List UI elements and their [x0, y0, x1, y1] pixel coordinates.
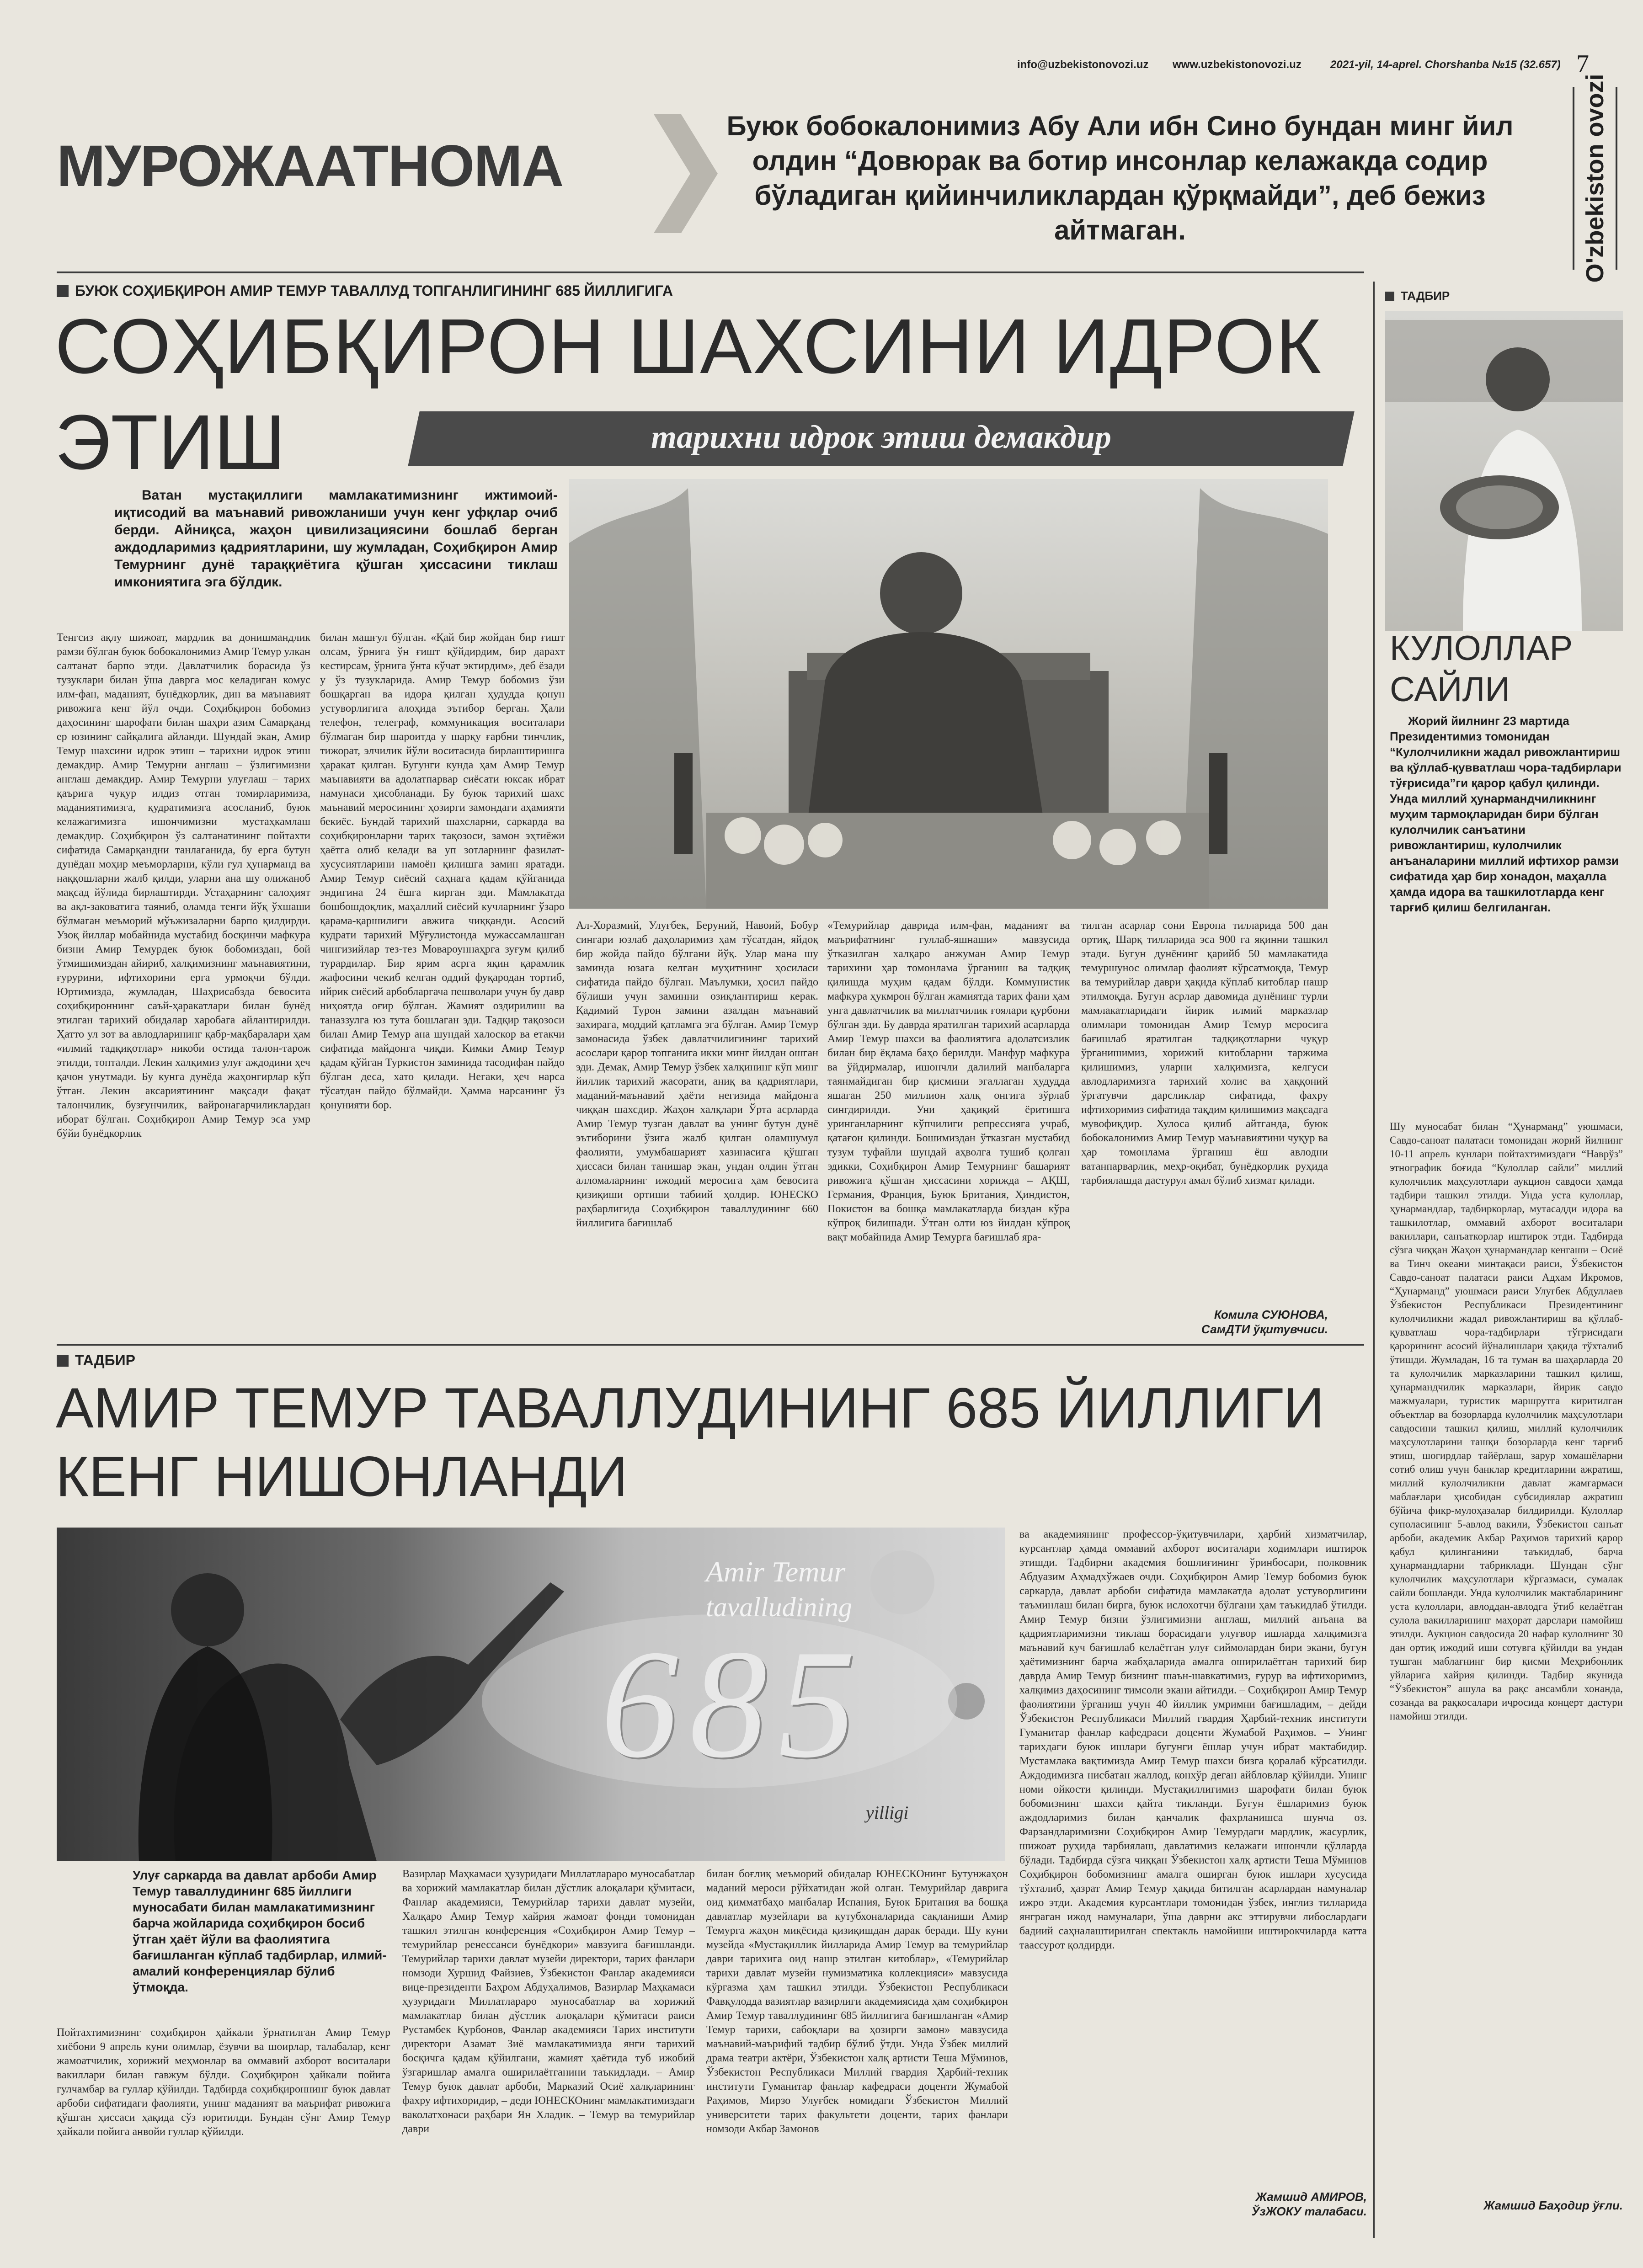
masthead-text: O'zbekiston ovozi [1581, 74, 1609, 283]
poster-text-line2: tavalludining [706, 1592, 852, 1622]
poster-text-line1: Amir Temur [706, 1555, 846, 1588]
potter-photo [1385, 311, 1623, 631]
masthead-logo [1573, 74, 1617, 283]
article1-col3: Ал-Хоразмий, Улуғбек, Беруний, Навоий, Бобур сингари юзлаб даҳоларимиз ҳам тўсатдан, яйдоқ бир жойда пайдо бўлгани йўқ. Улар мана шу заминда юзага келган муҳитнинг ҳосиласи сифатида пайдо бўлган. Маълумки, ҳосил пайдо бўлиши учун заминни озиқлантириш керак. Қадимий Турон замини азалдан маънавий захирага, моддий қатламга эга бўлган. Амир Темур замонасида ўзбек давлатчилигининг тарихий асослари қарор топганига икки минг йилдан ошган эди. Демак, Амир Темур ўзбек халқининг кўп минг йиллик тарихий жасорати, аниқ ва қадриятлари, маданий-маънавий ҳаёти негизида майдонга чиққан шахсдир. Жаҳон халқлари Ўрта асрларда Амир Темур тузган давлат ва унинг бутун дунё эътиборини ўзига жалб қилган оламшумул фаолияти, умумбашарият хазинасига қўшган ҳиссаси билан танишар экан, ундан олдин ўтган алломаларнинг ижодий меросига ҳам бевосита қизиқиши ортиши табиий ҳолдир. ЮНЕСКО раҳбарлигида Соҳибқирон таваллудининг 660 йиллигига бағишлаб [576, 920, 818, 1229]
poster-text-line3: yilligi [866, 1802, 909, 1823]
article2-signature: Жамшид АМИРОВ, ЎзЖОКУ талабаси. [1251, 2190, 1367, 2218]
article1-subtitle: тарихни идрок этиш демакдир [651, 419, 1111, 455]
header-email[interactable]: info@uzbekistonovozi.uz [1017, 59, 1149, 71]
article1-title-line2: ЭТИШ [55, 399, 286, 486]
sidebar-signature: Жамшид Баҳодир ўғли. [1483, 2199, 1623, 2212]
header-site[interactable]: www.uzbekistonovozi.uz [1173, 59, 1302, 71]
article1-col4: «Темурийлар даврида илм-фан, маданият ва маърифатнинг гуллаб-яшнаши» мавзусида ўтказилган халқаро анжуман Амир Темур тарихини ҳар томонлама ўрганиш ва тадқиқ қилишда муҳим қадам бўлди. Коммунистик мафкура ҳукмрон бўлган жамиятда тарих фани ҳам унга давлатчилик ва миллатчилик ғоялари қурбони бўлган эди. Бу даврда яратилган тарихий асарларда Амир Темур шахси ва фаолиятига адолатсизлик билан бир ёқлама баҳо берилди. Манфур мафкура ва ўйдирмалар, ишончли далилий манбаларга таянмайдиган бир қисмини эгаллаган ҳудудда яшаган 250 миллион халқ онгига зўрлаб сингдирилди. Уни ҳақиқий ёритишга уринганларнинг кўпчилиги репрессияга учраб, қатағон қилинди. Бошимиздан ўтказган мустабид тузум туфайли шундай аҳволга тушиб қолган эдикки, Соҳибқирон Амир Темурнинг башарият ривожига қўшган ҳиссасини хорижда – АҚШ, Германия, Франция, Буюк Британия, Ҳиндистон, Покистон ва бошқа мамлакатларда биздан кўра кўпроқ билишади. Ўтган олти юз йилдан кўпроқ вақт мобайнида Амир Темурга бағишлаб яра- [827, 920, 1070, 1243]
appeal-quote: Буюк бобокалонимиз Абу Али ибн Сино бундан минг йил олдин “Довюрак ва ботир инсонлар келажакда содир бўладиган қийинчиликлардан қўрқмайди”, деб бежиз айтмаган. [726, 111, 1514, 245]
statue-photo [569, 479, 1328, 909]
page-number: 7 [1576, 50, 1589, 78]
potter-illustration [1385, 311, 1623, 631]
article1-rubric [57, 282, 673, 299]
article2-caption: Улуғ саркарда ва давлат арбоби Амир Темур таваллудининг 685 йиллиги муносабати билан мамлакатимизнинг барча жойларида соҳибқирон босиб ўтган ҳаёт йўли ва фаолиятига бағишланган кўплаб тадбирлар, илмий-амалий конференциялар бўлиб ўтмоқда. [133, 1868, 387, 1994]
article1-lead: Ватан мустақиллиги мамлакатимизнинг ижтимоий-иқтисодий ва маънавий ривожланиши учун кенг уфқлар очиб берди. Айниқса, жаҳон цивилизациясини бошлаб берган аждодларимиз қадриятларини, шу жумладан, Соҳибқирон Амир Темурнинг дунё тараққиётига қўшган ҳиссасини тиклаш имкониятига эга бўлдик. [114, 488, 558, 590]
article1-title-line1: СОҲИБҚИРОН ШАХСИНИ ИДРОК [55, 303, 1322, 390]
rubric-square-icon [57, 285, 69, 297]
article2-col4: ва академиянинг профессор-ўқитувчилари, ҳарбий хизматчилар, курсантлар ҳамда оммавий ахборот воситалари ходимлари иштирок этишди. Тадбирни академия бошлиғининг ўринбосари, полковник Абдуазим Аҳмадхўжаев очди. Соҳибқирон Амир Темур бобомиз буюк саркарда, давлат арбоби сифатида мамлакатда адолат устуворлигини таъминлаш билан бирга, буюк ислохотчи бўлгани ҳам таъкидлаб ўтилди. Амир Темур бизни ўзлигимизни англаш, миллий анъана ва қадриятларимизни тиклаш борасидаги улуғвор ишларда халқимизга маънавий куч бағишлаб келаётган улуғ сиймолардан бири экани, бугун ҳаётимизнинг барча жабҳаларида амалга оширилаётган тарихий бир даврда Амир Темур бизнинг шаън-шавкатимиз, ғурур ва ифтихоримиз, халқимиз даҳосининг тимсоли экани айтилди. – Соҳибқирон Амир Темур фаолиятини ўрганиш учун 40 йиллик умримни бағишладим, – дейди Ўзбекистон Республикаси Миллий гвардия Ҳарбий-техник институти Гуманитар фанлар кафедраси доценти Жумабой Раҳимов. – Унинг тарихдаги буюк ишлари бугунги ёшлар учун ибрат мактабидир. Мустамлака вақтимизда Амир Темур шахси бизга қоралаб кўрсатилди. Аждодимизга нисбатан жаллод, конхўр деган айбловлар қўйилди. Унинг номи ойкости қилинди. Мустақиллигимиз шарофати билан буюк бобомизнинг шахси қайта тикланди. Бугун ёшларимиз буюк аждодларимиз билан қанчалик фахрланишса шунча оз. Фарзандларимизни Соҳибқирон Амир Темурдаги мардлик, жасурлик, шижоат руҳида тарбиялаш, давлатимиз келажаги ишончли қўлларда бўлади. Тадбирда сўзга чиққан Ўзбекистон халқ артисти Теша Мўминов Соҳибқирон бобомизнинг амалга оширган буюк ишлари хусусида тўхталиб, ҳазрат Амир Темур ҳақида битилган асарлардан намуналар ижро этди. Академия курсантлари томонидан ўзбек, инглиз тилларида янграган ижод намуналари, ўша даврни акс эттирувчи либослардаги бадиий саҳналаштирилган спектакль намойиши иштирокчиларда катта таассурот қолдирди. [1019, 1528, 1367, 1951]
article2-col3: билан боғлиқ меъморий обидалар ЮНЕСКОнинг Бутунжаҳон маданий мероси рўйхатидан жой олган. Темурийлар даврига оид қимматбаҳо манбалар Испания, Буюк Британия ва бошқа давлатлар музейлари ва кутубхоналарида сақланиши Амир Темурга жаҳон миқёсида қизиқишдан дарак беради. Шу куни музейда «Мустақиллик йилларида Амир Темур ва темурийлар даври тарихига оид нашр этилган китоблар», «Темурийлар тарихи давлат музейи нумизматика коллекцияси» мавзусида кўргазма ҳам ташкил этилди. Ўзбекистон Республикаси Фавқулодда вазиятлар вазирлиги академиясида ҳам соҳибқирон Амир Темур таваллудининг 685 йиллигига бағишланган «Амир Темур тарихи, сабоқлари ва ҳозирги замон» мавзусида маънавий-маърифий тадбир бўлиб ўтди. Унда Ўзбек миллий драма театри актёри, Ўзбекистон халқ артисти Теша Мўминов, Ўзбекистон Республикаси Миллий гвардия Ҳарбий-техник институти Гуманитар фанлар кафедраси доценти Жумабой Раҳимов, Мирзо Улуғбек номидаги Ўзбекистон Миллий университети тарих факультети доценти, тарих фанлари номзоди Акбар Замонов [706, 1868, 1008, 2135]
rubric-square-icon [57, 1355, 69, 1367]
sidebar-rubric-text: ТАДБИР [1401, 289, 1450, 303]
poster-number: 685 [601, 1618, 867, 1790]
appeal-title: МУРОЖААТНОМА [57, 133, 563, 199]
statue-illustration [569, 479, 1328, 909]
article1-signature: Комила СУЮНОВА, СамДТИ ўқитувчиси. [1201, 1308, 1328, 1336]
article1-rubric-text: БУЮК СОҲИБҚИРОН АМИР ТЕМУР ТАВАЛЛУД ТОПГАНЛИГИНИНГ 685 ЙИЛЛИГИГА [75, 282, 673, 299]
article2-rubric-text: ТАДБИР [75, 1352, 135, 1368]
article2-col2: Вазирлар Маҳкамаси ҳузуридаги Миллатлараро муносабатлар ва хорижий мамлакатлар билан дўстлик алоқалари қўмитаси, Фанлар академияси, Темурийлар тарихи давлат музейи, Халқаро Амир Темур хайрия жамоат фонди томонидан ташкил этилган конференция «Соҳибқирон Амир Темур – темурийлар ренессанси бунёдкори» мавзуига бағишланди. Темурийлар тарихи давлат музейи директори, тарих фанлари номзоди Хуршид Файзиев, Ўзбекистон Фанлар академияси вице-президенти Баҳром Абдуҳалимов, Вазирлар Маҳкамаси ҳузуридаги Миллатлараро муносабатлар ва хорижий мамлакатлар билан дўстлик алоқалари қўмитаси раиси Рустамбек Қурбонов, Фанлар академияси Тарих институти директори Азамат Зиё мамлакатимизда янги тарихий босқичга қадам қўйилгани, жамият ҳаётида туб ижобий ўзгаришлар амалга оширилаётганини таъкидлади. – Амир Темур буюк давлат арбоби, Марказий Осиё халқларининг фахру ифтихоридир, – деди ЮНЕСКОнинг мамлакатимиздаги ваколатхонаси раҳбари Ян Хладик. – Темур ва темурийлар даври [402, 1868, 695, 2135]
sidebar-title-line1: КУЛОЛЛАР [1390, 629, 1573, 668]
rubric-square-icon [1385, 292, 1394, 301]
appeal-chevron-icon [654, 114, 718, 233]
anniversary-poster [57, 1528, 1005, 1861]
sidebar-divider [1373, 282, 1375, 2238]
sidebar-lead: Жорий йилнинг 23 мартида Президентимиз томонидан “Кулолчиликни жадал ривожлантириш ва қўллаб-қувватлаш чора-тадбирлари тўғрисида”ги қарор қабул қилинди. Унда миллий ҳунармандчиликнинг муҳим тармоқларидан бири бўлган кулолчилик санъатини ривожлантириш, кулолчилик анъаналарини миллий ифтихор рамзи сифатида ҳар бир хонадон, маҳалла ҳамда идора ва ташкилотларда кенг тарғиб қилиш белгиланган. [1390, 714, 1622, 914]
article2-rubric [57, 1352, 135, 1369]
sidebar-body: Шу муносабат билан “Ҳунарманд” уюшмаси, Савдо-санoат палатаси томонидан жорий йилнинг 10-11 апрель кунлари пойтахтимиздаги “Наврўз” этнографик боғида “Кулоллар сайли” миллий кулолчилик маҳсулотлари аукцион савдоси ҳамда тадбири ташкил этилди. Унда уста кулоллар, ҳунармандлар, тадбиркорлар, мутасадди идора ва ташкилотлар, оммавий ахборот воситалари вакиллари, санъаткорлар иштирок этди. Тадбирда сўзга чиққан Жаҳон ҳунармандлар кенгаши – Осиё ва Тинч океани минтақаси раиси, Ўзбекистон Савдо-санoат палатаси раиси Адхам Икромов, “Ҳунарманд” уюшмаси раиси Улуғбек Абдуллаев Ўзбекистон Республикаси Президентининг кулолчиликни жадал ривожлантириш ва қўллаб-қувватлаш чора-тадбирлари тўғрисидаги қарорининг асосий йўналишлари ҳақида тўхталиб ўтишди. Жумладан, 16 та туман ва шаҳарларда 20 та кулолчилик марказларини ташкил қилиш, ҳунармандчилик марказлари, йирик савдо мажмуалари, туристик маршрутга киритилган объектлар ва бозорларда кулолчилик маҳсулотлари савдосини ташкил қилиш, миллий кулолчилик маҳсулотларини ташқи бозорларда кенг тарғиб этиш, шогирдлар тайёрлаш, зарур хомашёларни сотиб олиш учун банклар кредитларини ажратиш, миллий кулолчиликни давлат жамғармаси маблағлари ҳисобидан субсидиялар ажратиш бўйича фикр-мулоҳазалар билдирилди. Кулоллар суполасининг 5-авлод вакили, Ўзбекистон санъат арбоби, академик Акбар Раҳимов тарихий қарор қабул қилинганини таъкидлаб, барча ҳунармандларни табриклади. Шундан сўнг кулолчилик маҳсулотлари кўргазмаси, сумалак сайли бошланди. Унда кулолчилик мактабларининг уста кулоллари, авлоддан-авлодга ўтиб келаётган сулола вакилларининг маҳорат дарслари намойиш этилди. Аукцион савдосида 20 нафар кулолнинг 30 дан ортиқ ижодий иши сотувга қўйилди ва ундан тушган маблағнинг бир қисми Меҳрибонлик уйларига хайрия қилинди. Тадбир якунида “Ўзбекистон” ашула ва рақс ансамбли хонанда, созанда ва рақкосалари иҷросида концерт дастури намойиш этилди. [1390, 1121, 1623, 1722]
article2-top-rule [57, 1344, 1364, 1346]
sidebar-rubric [1385, 289, 1450, 303]
article2-title-line1: АМИР ТЕМУР ТАВАЛЛУДИНИНГ 685 ЙИЛЛИГИ [56, 1377, 1324, 1440]
article2-title-line2: КЕНГ НИШОНЛАНДИ [56, 1445, 628, 1508]
article1-col5: тилган асарлар сони Европа тилларида 500 дан ортиқ, Шарқ тилларида эса 900 га яқинни ташкил этади. Бугун дунёнинг қарийб 50 мамлакатида темуршунос олимлар фаолият кўрсатмоқда, Темур ва темурийлар даври ҳақида кўплаб китоблар нашр этилмоқда. Бугун асрлар давомида дунёнинг турли мамлакатларидаги йирик илмий марказлар олимлари томонидан Амир Темур меросига бағишлаб яратилган тадқиқотларни чуқур ўрганишимиз, хорижий китобларни таржима қилишимиз, уларни халқимизга, келгуси авлодларимизга тарихий холис ва ҳаққоний ўргатувчи дарсликлар сифатида, фахру ифтихоримиз сифатида тақдим қилишимиз мақсадга мувофиқдир. Хулоса қилиб айтганда, буюк бобокалонимиз Амир Темур маънавиятини чуқур ва ҳар томонлама ўрганиш ёш авлодни ватанпарварлик, меҳр-оқибат, бунёдкорлик руҳида тарбиялашда дастурул амал бўлиб хизмат қилади. [1081, 920, 1328, 1187]
header-date-issue: 2021-yil, 14-aprel. Chorshanba №15 (32.657) [1330, 59, 1561, 71]
article1-top-rule [57, 272, 1364, 273]
article1-col1: Тенгсиз ақлу шижоат, мардлик ва донишмандлик рамзи бўлган буюк бобокалонимиз Амир Темур улкан салтанат барпо этди. Давлатчилик борасида ўз тузуклари билан ўша даврга мос келадиган комус илм-фан, маданият, бунёдкорлик, дин ва маънавият ривожига кенг йўл очди. Соҳибқирон бобомиз даҳосининг шарофати билан шаҳри азим Самарқанд ер юзининг сайқалига айланди. Шундай экан, Амир Темур шахсини идрок этиш – тарихни идрок этиш демакдир. Амир Темурни англаш – ўзлигимизни англаш демакдир. Амир Темурни улуғлаш – тарих қаърига чуқур илдиз отган томирларимиза, маданиятимизга, қудратимизга асосланиб, буюк келажагимизга ишончимизни мустаҳкамлаш демакдир. Соҳибқирон ўз салтанатининг пойтахти сифатида Самарқандни танлаганида, бу ерга бутун дунёдан моҳир меъморларни, кўли гул ҳунарманд ва наққошларни жалб қилди, уларни ана шу олижаноб мақсад йўлида бирлаштирди. Устаҳарнинг салоҳият ва ақл-заковатига таяниб, оламда тенги йўқ ўхшаши бўлмаган меъморий мўъжизаларни барпо қилдирди. Узоқ йиллар мобайнида мустабид босқинчи мафкура бизни Амир Темурдек буюк бобомиздан, бой ўтмишимиздан айириб, халқимизнинг маънавиятини, ғурурини, ифтихорини ерга урмоқчи бўлди. Юртимизда, жумладан, Шаҳрисабзда бевосита соҳибқироннинг саъй-ҳаракатлари билан бунёд этилган тарихий обидалар харобага айлантирилди. Ҳатто ул зот ва авлодларининг қабр-мақбаралари ҳам «илмий тадқиқотлар» никоби остида талон-тарож этилди, топталди. Лекин халқимиз улуғ аждодини ҳеч қачон унутмади. Бу кунга дунёда жаҳонгирлар кўп ўтган. Лекин аксариятининг мақсади фақат талончилик, бузғунчилик, вайронагарчиликлардан иборат бўлган. Соҳибқирон Амир Темур эса умр бўйи бунёдкорлик [57, 632, 310, 1139]
article2-col1: Пойтахтимизнинг соҳибқирон ҳайкали ўрнатилган Амир Темур хиёбони 9 апрель куни олимлар, ёзувчи ва шоирлар, талабалар, кенг жамоатчилик, хорижий меҳмонлар ва оммавий ахборот воситалари вакиллари билан гавжум бўлди. Соҳибқирон ҳайкали пойига гулчамбар ва гуллар қўйилди. Тадбирда соҳибқироннинг буюк давлат арбоби сифатидаги фаолияти, унинг маданият ва маърифат ривожига қўшган ҳиссаси ҳақида сўз юритилди. Бундан сўнг Амир Темур ҳайкали пойига анвойи гуллар қўйилди. [57, 2027, 390, 2138]
sidebar-title-line2: САЙЛИ [1390, 670, 1510, 709]
article1-col2: билан машғул бўлган. «Қай бир жойдан бир ғишт олсам, ўрнига ўн ғишт қўйдирдим, бир дарахт кестирсам, ўрнига ўнта кўчат эктирдим», деб ёзади у ўз тузукларида. Амир Темур бобомиз ўзи бошқарган ва идора қилган ҳудудда қонун устуворлигига алоҳида эътибор берган. Ҳали телефон, телеграф, коммуникация воситалари бўлмаган бир шароитда у шарқу ғарбни тинчлик, тижорат, элчилик йўли воситасида бирлаштиришга ҳаракат қилган. Бугунги кунда ҳам Амир Темур маънавияти ва адолатпарвар сиёсати юксак ибрат намунаси ҳисобланади. Бу буюк тарихий шахс маънавий меросининг ҳозирги замондаги аҳамияти бекиёс. Бундай тарихий шахсларни, саркарда ва соҳибқиронларни тарих тақозоси, замон эҳтиёжи ҳаётга олиб келади ва уп зотларнинг фазилат-хусусиятларини намоён қилишга замин яратади. Амир Темур сиёсий саҳнага қадам қўйганида эндигина 24 ёшга кирган эди. Мамлакатда бошбошдоқлик, маҳаллий сиёсий кучларнинг ўзаро қарама-қаршилиги авжига чиққанди. Асосий кудрати тарихий Мўғулистонда мужассамлашган чингизийлар тез-тез Мовароуннаҳрга зуғум қилиб турардилар. Бир ярим асрга яқин қарамлик жафосини чекиб келган оддий фуқародан тортиб, ийрик сиёсий арбобларгача пешволари учун бу давр ниҳоятда оғир бўлган. Жамият оздирилиш ва таназзулга юз тута бошлаган эди. Тадқир тақозоси билан Амир Темур ана шундай халоскор ва етакчи сифатида майдонга чиқди. Кимки Амир Темур қадам қўйган Туркистон заминида тасодифан пайдо бўлган деса, хато қилади. Негаки, ҳеч нарса тўсатдан пайдо бўлмайди. Ҳамма нарсанинг ўз қонунияти бор. [320, 632, 565, 1111]
